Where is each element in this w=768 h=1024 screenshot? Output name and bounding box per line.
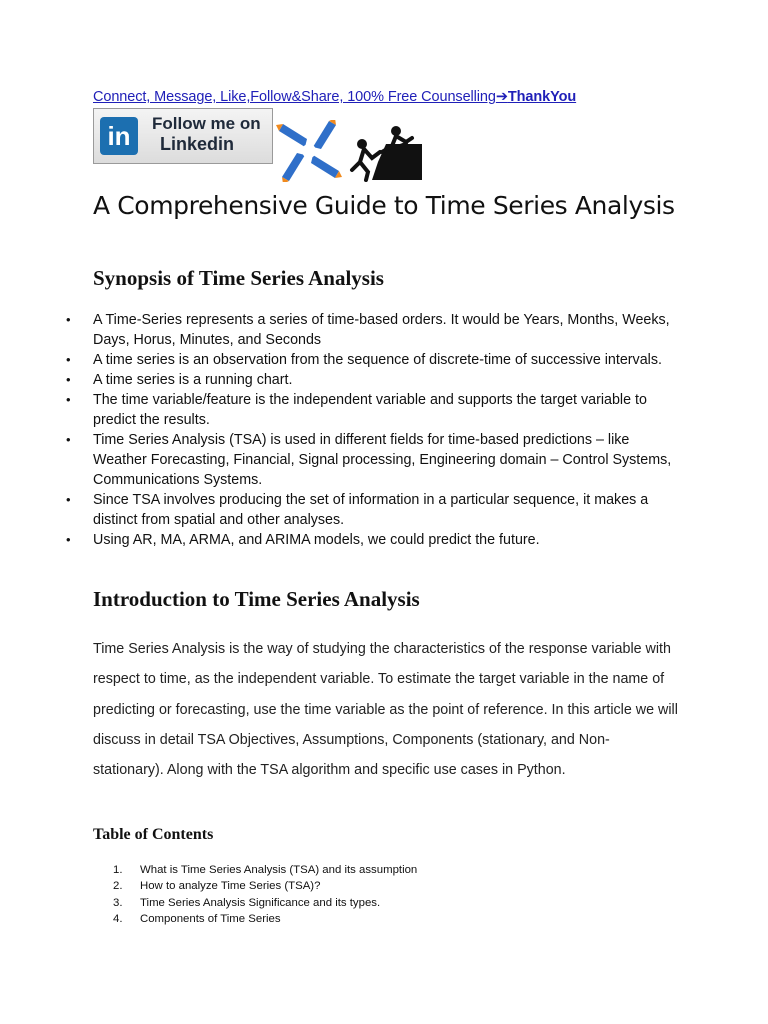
introduction-paragraph: Time Series Analysis is the way of studying the characteristics of the response variable with respect to time, as the independent variable. To estimate the target variable in the name of predicting or forecasting, use the time variable as the point of reference. In this article we will discuss in detail TSA Objectives, Assumptions, Components (stationary, and Non- stationary). Along with the TSA algorithm and specific use cases in Python. <box>93 641 678 779</box>
cliff-shape <box>372 144 422 180</box>
badge-line-follow: Follow me on <box>152 114 261 133</box>
hand-shape-2 <box>313 120 336 149</box>
link-text: Connect, Message, Like,Follow&Share, 100% Free Counselling <box>93 89 496 105</box>
list-item: • A Time-Series represents a series of time-based orders. It would be Years, Months, Weeks, Days, Horus, Minutes, and Seconds <box>66 310 686 350</box>
hand-shape-4 <box>282 153 305 182</box>
helping-climb-icon <box>346 122 424 182</box>
hand-shape-1 <box>276 124 307 147</box>
joined-hands-icon <box>274 120 344 182</box>
synopsis-bullet-list <box>66 310 686 550</box>
right-arrow-icon: ➔ <box>495 89 508 105</box>
toc-item[interactable] <box>113 895 417 911</box>
list-item: • A time series is an observation from the sequence of discrete-time of successive intervals. <box>66 350 686 370</box>
toc-item-text: What is Time Series Analysis (TSA) and its assumption <box>140 864 418 876</box>
toc-item-number: 2. <box>113 880 123 893</box>
toc-item-text: Components of Time Series <box>140 913 281 926</box>
linkedin-follow-badge[interactable] <box>93 108 273 164</box>
hands-center <box>302 144 316 158</box>
toc-item[interactable] <box>113 862 417 878</box>
toc-item-text: How to analyze Time Series (TSA)? <box>140 880 321 893</box>
list-item: • Time Series Analysis (TSA) is used in different fields for time-based predictions – like Weather Forecasting, Financial, Signal processing, Engineering domain – Control Systems, Communications Systems. <box>66 430 686 490</box>
social-counselling-link[interactable] <box>93 89 576 105</box>
toc-item-number: 1. <box>113 864 123 876</box>
synopsis-heading: Synopsis of Time Series Analysis <box>93 266 384 290</box>
badge-line-linkedin: Linkedin <box>160 134 235 154</box>
document-title: A Comprehensive Guide to Time Series Analysis <box>93 191 675 220</box>
climber-head <box>357 139 367 149</box>
list-item: • The time variable/feature is the independent variable and supports the target variable to predict the results. <box>66 390 686 430</box>
toc-item-number: 4. <box>113 913 123 926</box>
toc-item-number: 3. <box>113 896 123 909</box>
table-of-contents-list <box>113 862 417 928</box>
list-item: • Since TSA involves producing the set of information in a particular sequence, it makes a distinct from spatial and other analyses. <box>66 490 686 530</box>
hand-shape-3 <box>311 155 342 178</box>
introduction-heading: Introduction to Time Series Analysis <box>93 587 420 611</box>
toc-item-text: Time Series Analysis Significance and its types. <box>140 896 381 909</box>
toc-item[interactable] <box>113 911 417 927</box>
toc-heading: Table of Contents <box>93 826 214 843</box>
thank-you-text: ThankYou <box>507 89 577 105</box>
toc-item[interactable] <box>113 878 417 894</box>
linkedin-icon: in <box>100 117 138 155</box>
list-item: • A time series is a running chart. <box>66 370 686 390</box>
list-item: • Using AR, MA, ARMA, and ARIMA models, we could predict the future. <box>66 530 686 550</box>
